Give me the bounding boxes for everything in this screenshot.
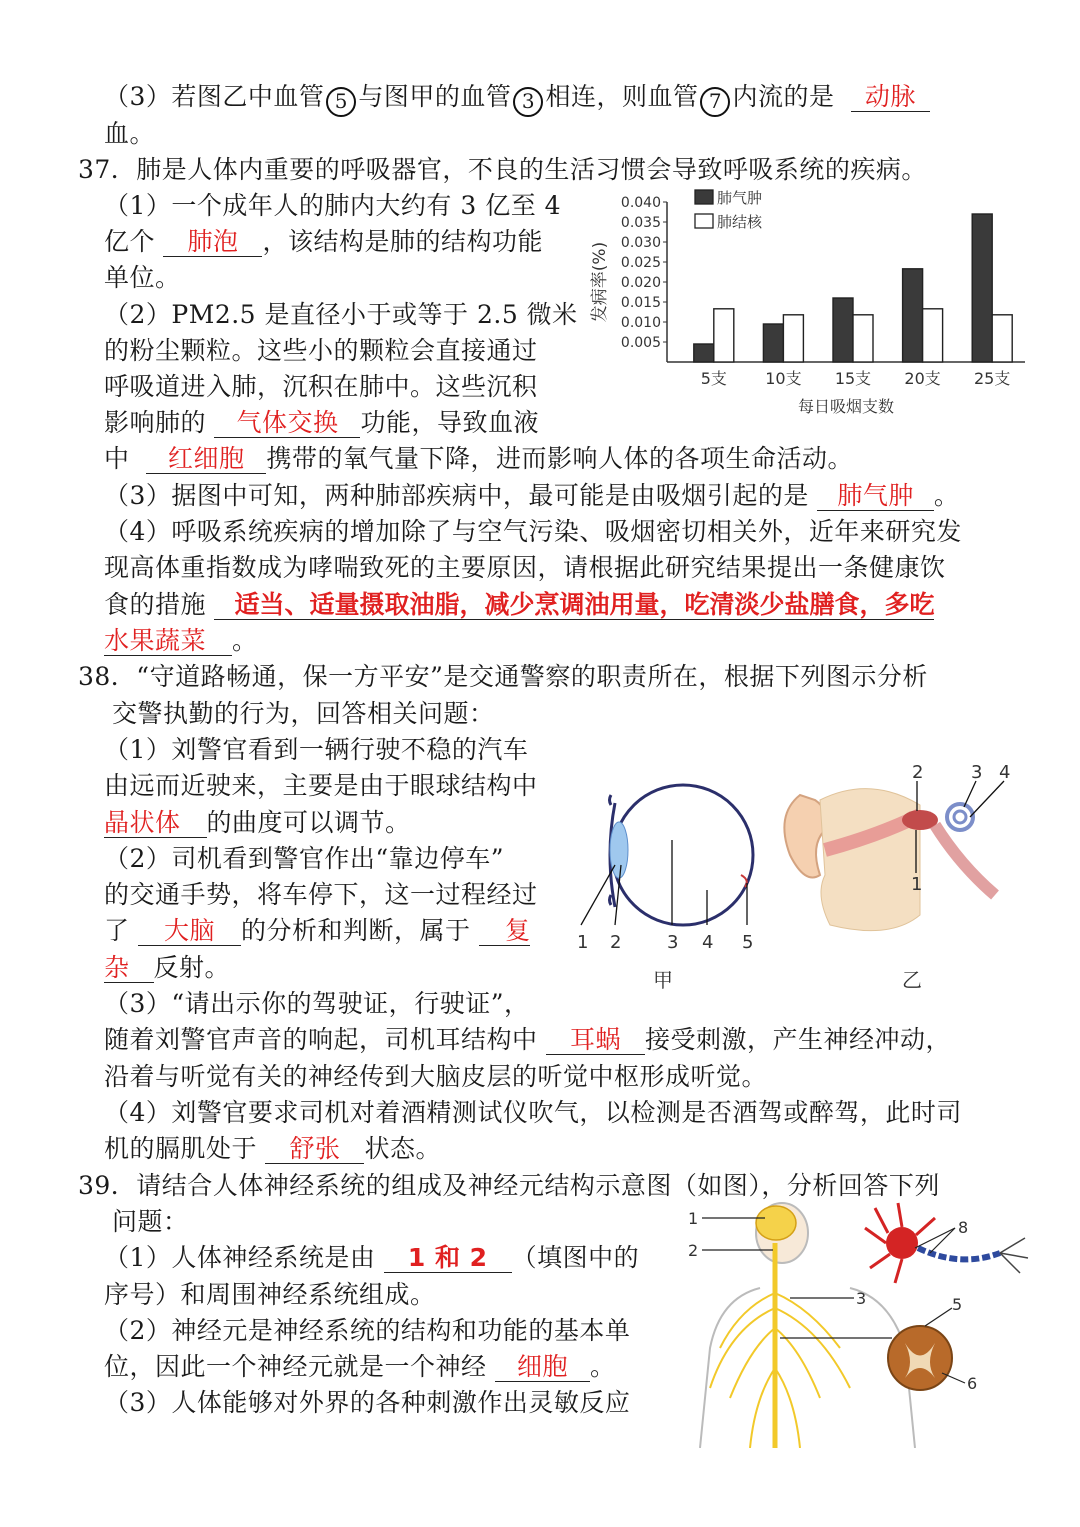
q38-p4-line-1: （4）刘警官要求司机对着酒精测试仪吹气，以检测是否酒驾或醉驾，此时司 [104,1098,962,1127]
chart-bar-tuberculosis [853,315,873,362]
q37-stem: 37．肺是人体内重要的呼吸器官，不良的生活习惯会导致呼吸系统的疾病。 [78,155,927,184]
q38-p3-line-2 [104,1023,951,1057]
eye-label-4: 4 [702,932,714,953]
legend-swatch-emphysema [695,190,713,204]
chart-bar-tuberculosis [923,309,943,362]
q37-p4-line-1: （4）呼吸系统疾病的增加除了与空气污染、吸烟密切相关外，近年来研究发 [104,517,962,546]
chart-svg [585,182,1035,422]
chart-bar-emphysema [972,214,992,362]
q38-p2-text-c: 反射。 [153,953,231,982]
chart-y-tick-label: 0.020 [620,275,661,291]
q36-text-d: 内流的是 [732,82,835,111]
q38-p1-text: 的曲度可以调节。 [206,808,411,837]
chart-y-tick-label: 0.010 [620,315,661,331]
chart-y-tick-label: 0.030 [620,235,661,251]
chart-x-tick-label: 5支 [700,369,727,388]
q38-p2-text-b: 的分析和判断，属于 [240,916,471,945]
answer-cochlea: 耳蜗 [546,1026,645,1055]
q37-p3-end: 。 [933,481,960,510]
q37-p2-line-4 [104,406,539,440]
q37-p2-line-5 [104,442,853,476]
nervous-system-diagram [680,1198,1045,1448]
eye-diagram [565,755,765,995]
q37-p2-text-a: 影响肺的 [104,408,207,437]
answer-gas-exchange: 气体交换 [214,409,360,438]
eye-label-3: 3 [667,932,679,953]
answer-central-nervous: 1 和 2 [384,1244,512,1273]
ear-label-1: 1 [911,874,923,895]
q37-p2-text-b: 功能，导致血液 [360,408,539,437]
ear-diagram [770,755,1030,995]
chart-y-tick-label: 0.005 [620,335,661,351]
q39-p2-line-1: （2）神经元是神经系统的结构和功能的基本单 [104,1316,631,1345]
chart-bar-emphysema [694,344,714,362]
chart-y-tick-label: 0.025 [620,255,661,271]
chart-bar-emphysema [903,269,923,362]
chart-x-label: 每日吸烟支数 [797,397,895,416]
answer-diet-measure-1: 适当、适量摄取油脂，减少烹调油用量，吃清淡少盐膳食，多吃 [214,591,934,620]
answer-diet-measure-2: 水果蔬菜 [104,627,232,656]
chart-y-tick-label: 0.035 [620,215,661,231]
ns-label-1: 1 [688,1209,699,1228]
q37-p3-text: （3）据图中可知，两种肺部疾病中，最可能是由吸烟引起的是 [104,481,809,510]
chart-y-tick-label: 0.040 [620,195,661,211]
q38-p4-text-b: 状态。 [364,1134,441,1163]
q37-p4-line-4 [104,624,258,658]
ns-label-3: 3 [856,1289,867,1308]
q37-p3-line [104,479,959,513]
legend-label-emphysema: 肺气肿 [717,189,763,207]
q37-p2-text-d: 携带的氧气量下降，进而影响人体的各项生命活动。 [266,444,853,473]
ns-label-8: 8 [958,1218,969,1237]
q38-p3-text-b: 接受刺激，产生神经冲动， [644,1025,951,1054]
q38-p4-line-2 [104,1132,441,1166]
answer-lens: 晶状体 [104,809,207,838]
q39-stem-line-2: 问题： [112,1207,189,1236]
chart-x-tick-label: 10支 [765,369,802,388]
q37-p1-line-1: （1）一个成年人的肺内大约有 3 亿至 4 [104,191,562,220]
answer-blood-type: 动脉 [851,83,930,112]
chart-bar-tuberculosis [992,315,1012,362]
smoking-disease-chart [585,182,1035,422]
q38-p3-text-a: 随着刘警官声音的响起，司机耳结构中 [104,1025,538,1054]
answer-complex-part-2: 杂 [104,954,154,983]
ear-caption: 乙 [902,968,922,992]
circle-number-7: 7 [700,87,730,117]
ns-label-6: 6 [967,1374,978,1393]
eye-label-1: 1 [577,932,589,953]
q38-p2-line-3 [104,914,530,948]
eye-caption: 甲 [653,968,673,992]
chart-bar-tuberculosis [783,315,803,362]
q37-p2-line-1: （2）PM2.5 是直径小于或等于 2.5 微米 [104,300,578,329]
q38-p2-line-1: （2）司机看到警官作出“靠边停车” [104,844,504,873]
q36-text-b: 与图甲的血管 [358,82,512,111]
q38-p1-line-1: （1）刘警官看到一辆行驶不稳的汽车 [104,735,529,764]
q38-p2-text-a: 了 [104,916,130,945]
q37-p4-text: 食的措施 [104,590,207,619]
legend-label-tuberculosis: 肺结核 [717,213,763,231]
q38-stem-line-1: 38．“守道路畅通，保一方平安”是交通警察的职责所在，根据下列图示分析 [78,662,928,691]
q36-text-a: （3）若图乙中血管 [104,82,325,111]
q39-p1-line-1 [104,1241,639,1275]
q38-p2-line-4 [104,951,230,985]
q37-p4-line-3 [104,588,934,622]
q37-p1-text-a: 亿个 [104,227,156,256]
q39-p3-line-1: （3）人体能够对外界的各种刺激作出灵敏反应 [104,1388,631,1417]
q37-p2-line-2: 的粉尘颗粒。这些小的颗粒会直接通过 [104,336,538,365]
q37-p2-line-3: 呼吸道进入肺，沉积在肺中。这些沉积 [104,372,538,401]
q37-p1-line-2 [104,225,543,259]
q39-p2-text-b: 。 [589,1352,616,1381]
ear-label-2: 2 [912,762,924,783]
q38-p3-line-3: 沿着与听觉有关的神经传到大脑皮层的听觉中枢形成听觉。 [104,1062,768,1091]
answer-cell: 细胞 [495,1353,590,1382]
q39-p1-text-b: （填图中的 [511,1243,640,1272]
circle-number-3: 3 [513,87,543,117]
ns-label-2: 2 [688,1241,699,1260]
chart-bar-emphysema [833,298,853,362]
q38-p2-line-2: 的交通手势，将车停下，这一过程经过 [104,880,538,909]
chart-y-label: 发病率(%) [590,241,610,323]
ear-label-3: 3 [971,762,983,783]
q39-p2-line-2 [104,1350,616,1384]
q39-p1-text-a: （1）人体神经系统是由 [104,1243,376,1272]
chart-x-tick-label: 25支 [974,369,1011,388]
q37-p1-text-b: ，该结构是肺的结构功能 [262,227,543,256]
q38-p3-line-1: （3）“请出示你的驾驶证，行驶证”， [104,989,530,1018]
q36-line-2: 血。 [104,119,156,148]
answer-relaxed: 舒张 [265,1135,364,1164]
ear-label-4: 4 [999,762,1011,783]
q39-p2-text-a: 位，因此一个神经元就是一个神经 [104,1352,487,1381]
q39-stem-line-1: 39．请结合人体神经系统的组成及神经元结构示意图（如图），分析回答下列 [78,1171,940,1200]
chart-bar-tuberculosis [714,309,734,362]
legend-swatch-tuberculosis [695,214,713,228]
chart-y-tick-label: 0.015 [620,295,661,311]
ns-label-5: 5 [952,1295,963,1314]
answer-cerebrum: 大脑 [138,917,241,946]
answer-emphysema: 肺气肿 [817,482,934,511]
answer-complex-part-1: 复 [479,917,531,946]
eye-label-5: 5 [742,932,754,953]
q36-text-c: 相连，则血管 [545,82,699,111]
chart-x-tick-label: 20支 [904,369,941,388]
q38-p1-line-2: 由远而近驶来，主要是由于眼球结构中 [104,771,538,800]
q37-p2-text-c: 中 [104,444,130,473]
q36-line-1 [104,80,930,117]
q37-p4-end: 。 [232,626,258,655]
eye-label-2: 2 [610,932,622,953]
q39-p1-line-2: 序号）和周围神经系统组成。 [104,1280,436,1309]
q38-p1-line-3 [104,806,411,840]
circle-number-5: 5 [326,87,356,117]
q37-p4-line-2: 现高体重指数成为哮喘致死的主要原因，请根据此研究结果提出一条健康饮 [104,553,946,582]
q38-stem-line-2: 交警执勤的行为，回答相关问题： [112,699,495,728]
chart-x-tick-label: 15支 [834,369,872,388]
answer-alveoli: 肺泡 [163,228,262,257]
answer-red-blood-cell: 红细胞 [146,445,267,474]
chart-bar-emphysema [763,324,783,362]
q37-p1-line-3: 单位。 [104,263,181,292]
q38-p4-text-a: 机的膈肌处于 [104,1134,258,1163]
